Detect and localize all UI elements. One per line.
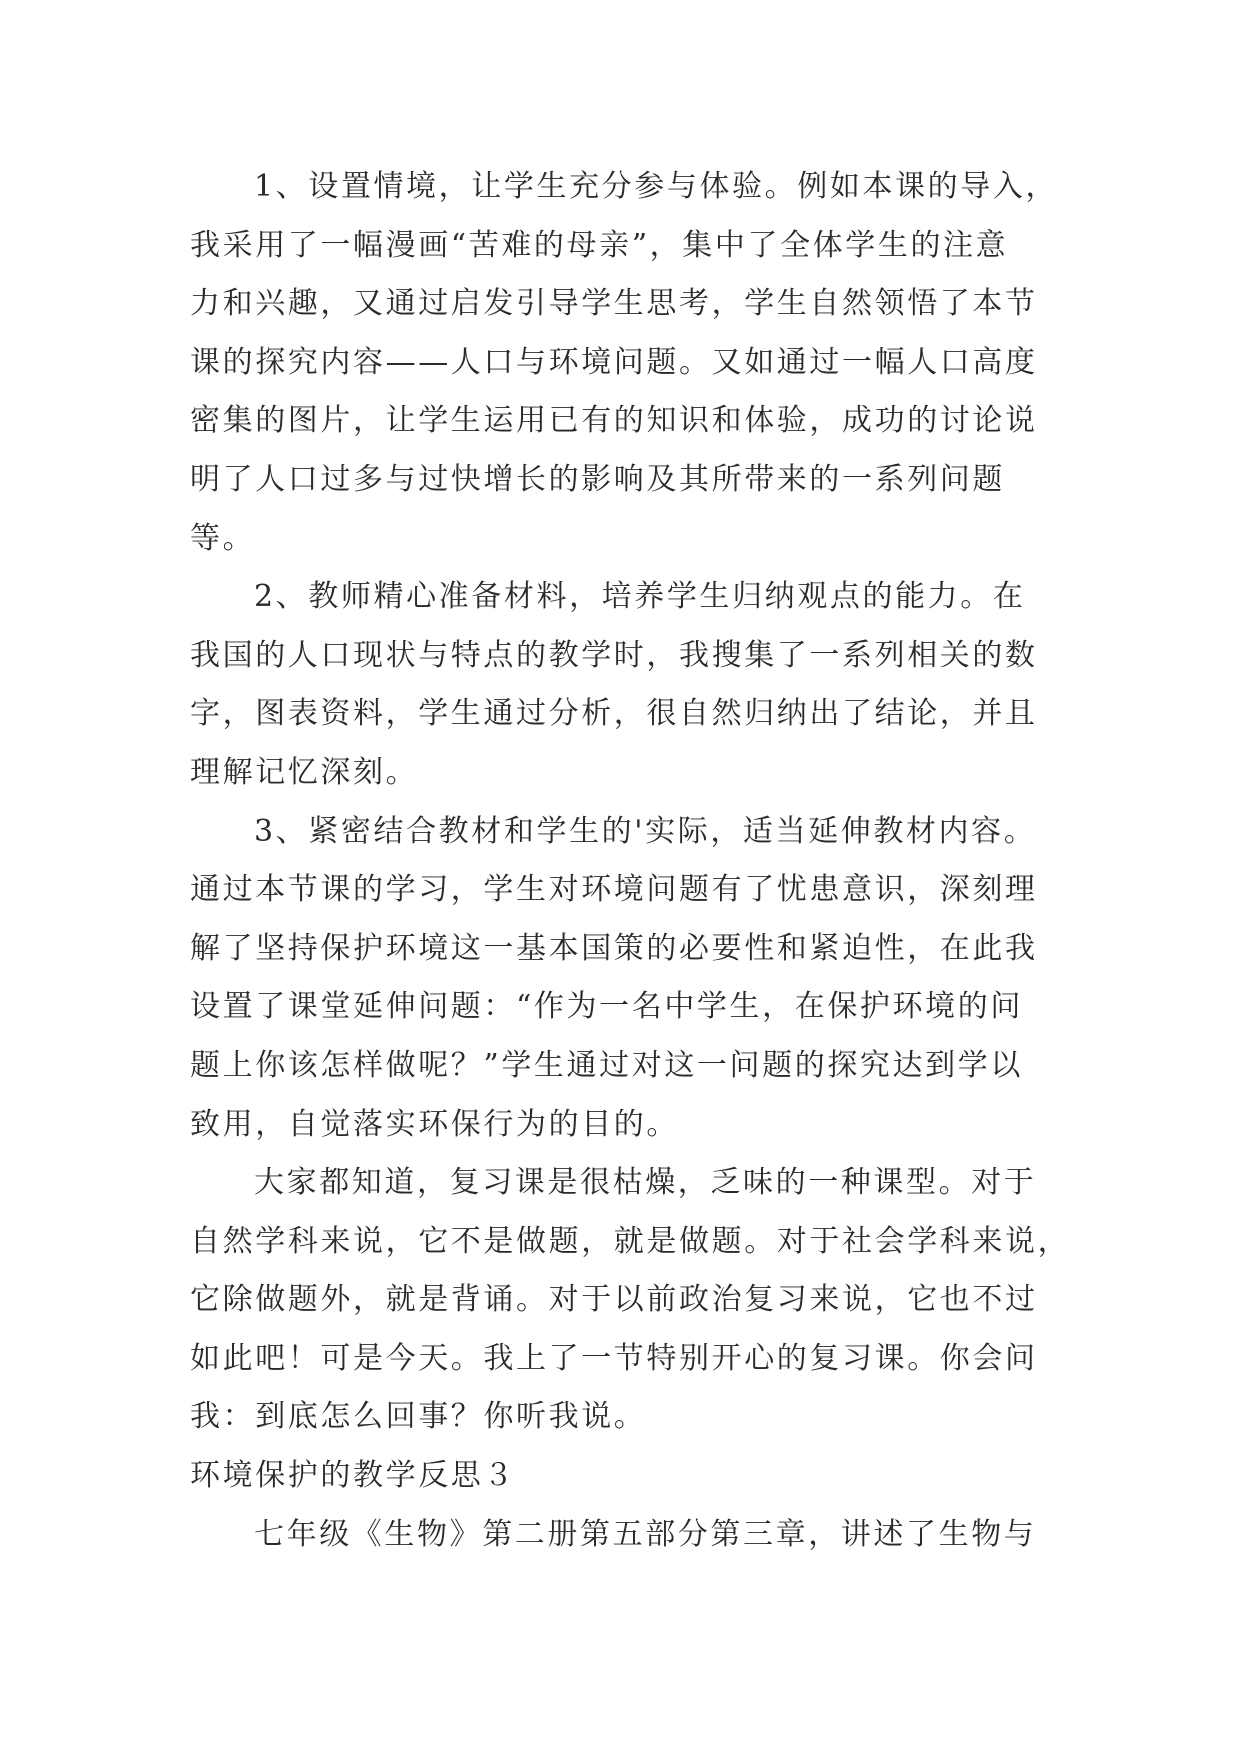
paragraph-4-line-1: 大家都知道，复习课是很枯燥，乏味的一种课型。对于 xyxy=(254,1165,1037,1201)
paragraph-4-line-4: 如此吧！可是今天。我上了一节特别开心的复习课。你会问 xyxy=(190,1340,1038,1376)
paragraph-3-line-5: 题上你该怎样做呢？”学生通过对这一问题的探究达到学以 xyxy=(190,1047,1023,1083)
paragraph-4-line-5: 我：到底怎么回事？你听我说。 xyxy=(190,1399,647,1435)
paragraph-1-line-7: 等。 xyxy=(190,520,256,556)
paragraph-3-line-6: 致用，自觉落实环保行为的目的。 xyxy=(190,1106,679,1142)
paragraph-2-line-3: 字，图表资料，学生通过分析，很自然归纳出了结论，并且 xyxy=(190,696,1038,732)
paragraph-3-line-4: 设置了课堂延伸问题：“作为一名中学生，在保护环境的问 xyxy=(190,989,1023,1025)
section-heading: 环境保护的教学反思３ xyxy=(190,1458,516,1494)
paragraph-4-line-2: 自然学科来说，它不是做题，就是做题。对于社会学科来说， xyxy=(190,1223,1071,1259)
paragraph-3-line-3: 解了坚持保护环境这一基本国策的必要性和紧迫性，在此我 xyxy=(190,930,1038,966)
paragraph-2-line-1: 2、教师精心准备材料，培养学生归纳观点的能力。在 xyxy=(254,579,1026,615)
paragraph-3-line-1: 3、紧密结合教材和学生的'实际，适当延伸教材内容。 xyxy=(254,813,1037,849)
document-body xyxy=(190,158,1071,1564)
paragraph-4-line-3: 它除做题外，就是背诵。对于以前政治复习来说，它也不过 xyxy=(190,1282,1038,1318)
paragraph-1-line-3: 力和兴趣，又通过启发引导学生思考，学生自然领悟了本节 xyxy=(190,286,1038,322)
paragraph-2-line-4: 理解记忆深刻。 xyxy=(190,754,419,790)
paragraph-1-line-2: 我采用了一幅漫画“苦难的母亲”，集中了全体学生的注意 xyxy=(190,227,1009,263)
paragraph-1-line-5: 密集的图片，让学生运用已有的知识和体验，成功的讨论说 xyxy=(190,403,1038,439)
paragraph-2-line-2: 我国的人口现状与特点的教学时，我搜集了一系列相关的数 xyxy=(190,637,1038,673)
paragraph-3-line-2: 通过本节课的学习，学生对环境问题有了忧患意识，深刻理 xyxy=(190,872,1038,908)
paragraph-1-line-1: 1、设置情境，让学生充分参与体验。例如本课的导入， xyxy=(254,169,1059,204)
paragraph-1-line-6: 明了人口过多与过快增长的影响及其所带来的一系列问题 xyxy=(190,461,1005,497)
paragraph-1-line-4: 课的探究内容——人口与环境问题。又如通过一幅人口高度 xyxy=(190,344,1038,380)
paragraph-5-line-1: 七年级《生物》第二册第五部分第三章，讲述了生物与 xyxy=(254,1516,1037,1552)
